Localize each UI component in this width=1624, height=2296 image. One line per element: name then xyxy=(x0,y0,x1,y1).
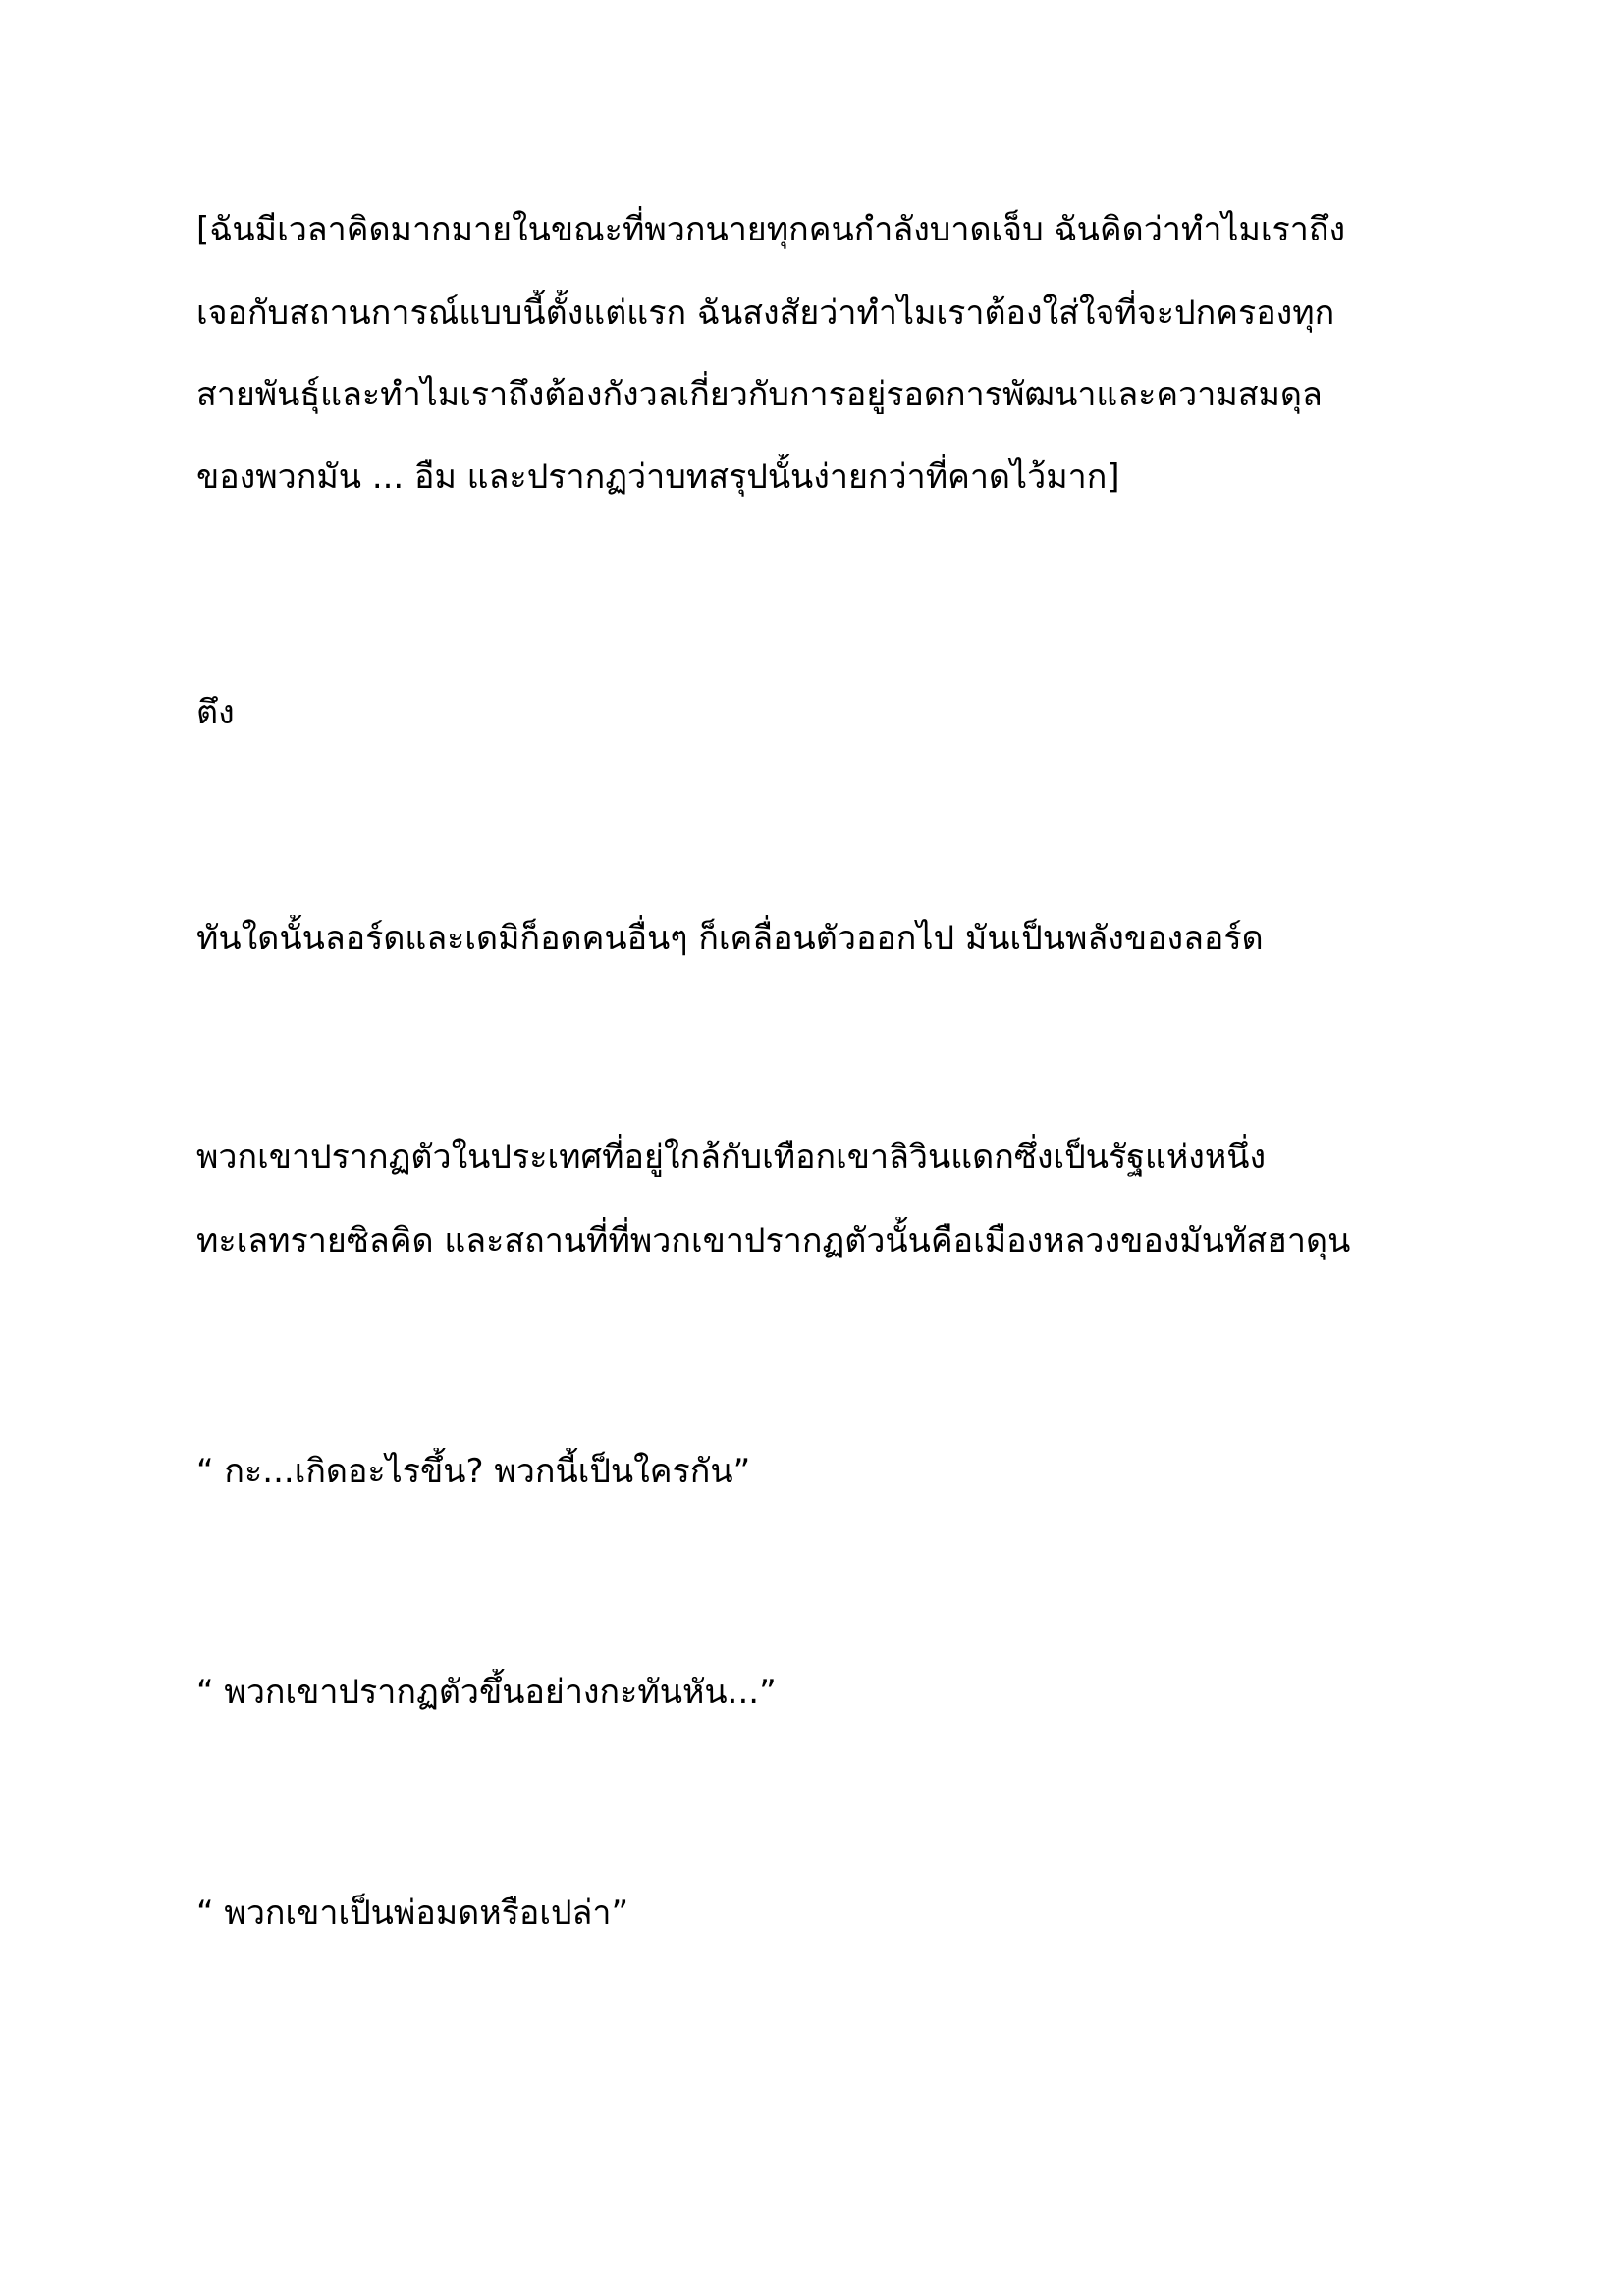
paragraph-1-line-1: [ฉันมีเวลาคิดมากมายในขณะที่พวกนายทุกคนกำลังบาดเจ็บ ฉันคิดว่าทำไมเราถึง xyxy=(196,210,1346,249)
dialogue-line-3: “ พวกเขาเป็นพ่อมดหรือเปล่า” xyxy=(196,1894,629,1933)
paragraph-1-line-4: ของพวกมัน ... อืม และปรากฏว่าบทสรุปนั้นง่ายกว่าที่คาดไว้มาก] xyxy=(196,457,1120,497)
sound-effect-text: ตึง xyxy=(196,693,235,732)
paragraph-3-line-1: พวกเขาปรากฏตัวในประเทศที่อยู่ใกล้กับเทือกเขาลิวินแดกซึ่งเป็นรัฐแห่งหนึ่ง xyxy=(196,1138,1267,1177)
paragraph-2-line-1: ทันใดนั้นลอร์ดและเดมิก็อดคนอื่นๆ ก็เคลื่อนตัวออกไป มันเป็นพลังของลอร์ด xyxy=(196,919,1264,958)
paragraph-1-line-2: เจอกับสถานการณ์แบบนี้ตั้งแต่แรก ฉันสงสัยว่าทำไมเราต้องใส่ใจที่จะปกครองทุก xyxy=(196,294,1335,333)
dialogue-line-1: “ กะ...เกิดอะไรขึ้น? พวกนี้เป็นใครกัน” xyxy=(196,1452,751,1491)
paragraph-3-line-2: ทะเลทรายซิลคิด และสถานที่ที่พวกเขาปรากฏตัวนั้นคือเมืองหลวงของมันทัสฮาดุน xyxy=(196,1221,1351,1260)
paragraph-1-line-3: สายพันธุ์และทำไมเราถึงต้องกังวลเกี่ยวกับการอยู่รอดการพัฒนาและความสมดุล xyxy=(196,375,1323,414)
dialogue-line-2: “ พวกเขาปรากฏตัวขึ้นอย่างกะทันหัน...” xyxy=(196,1673,777,1712)
